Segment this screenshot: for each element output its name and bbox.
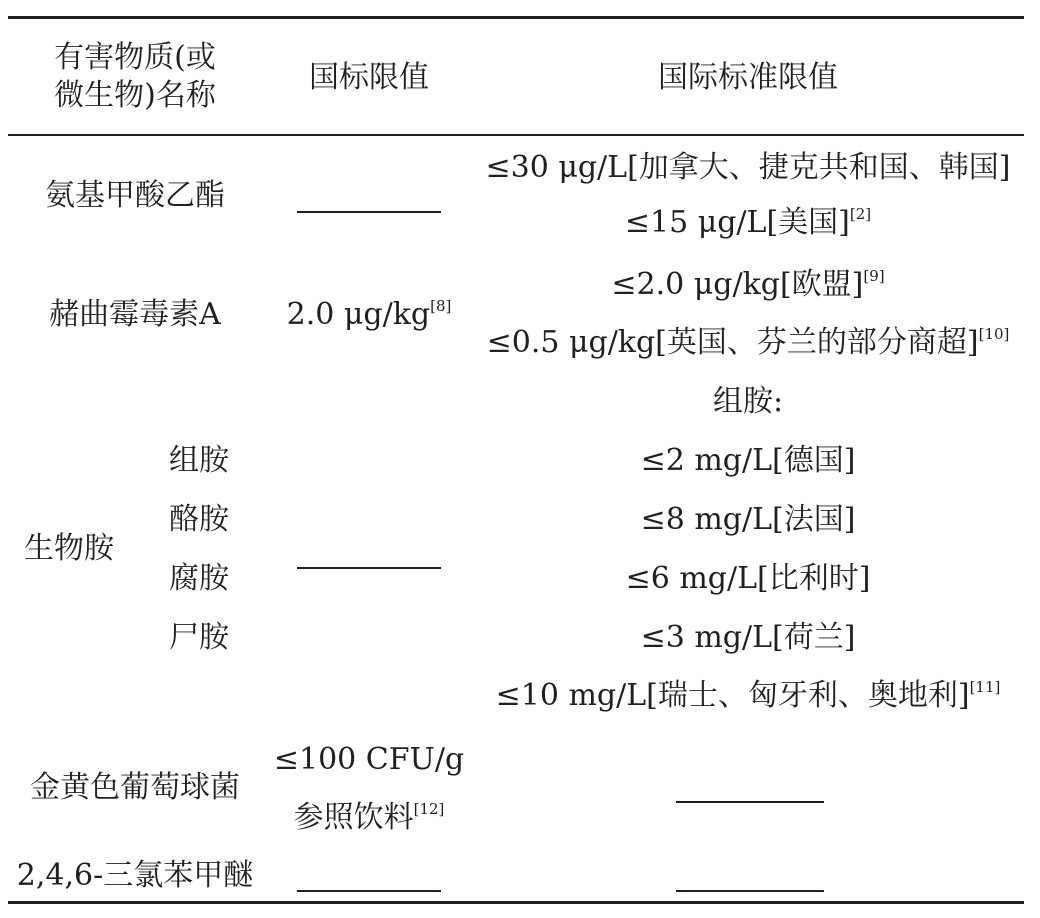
row-ochratoxin-intl-2: ≤0.5 μg/kg[英国、芬兰的部分商超][10] [486,325,1010,360]
row-amines-intl-4: ≤3 mg/L[荷兰] [640,620,856,655]
header-col1-line1: 有害物质(或 [54,40,216,75]
header-rule [8,134,1024,136]
row-tca-national-empty [297,890,441,892]
row-tca-intl-empty [676,890,824,892]
row-staph-name: 金黄色葡萄球菌 [30,770,240,805]
row-amines-sub-3: 腐胺 [169,561,229,596]
row-amines-sub-4: 尸胺 [169,620,229,655]
row-amines-sub-1: 组胺 [169,443,229,478]
row-staph-national-2: 参照饮料[12] [293,800,445,835]
top-rule [8,16,1024,19]
row-amines-national-empty [297,567,441,569]
row-staph-intl-empty [676,801,824,803]
bottom-rule [8,901,1024,904]
row-carbamate-intl-1: ≤30 μg/L[加拿大、捷克共和国、韩国] [485,150,1011,185]
row-amines-sub-2: 酪胺 [169,502,229,537]
row-amines-intl-2: ≤8 mg/L[法国] [640,502,856,537]
row-carbamate-national-empty [297,211,441,213]
row-ochratoxin-intl-1: ≤2.0 μg/kg[欧盟][9] [611,267,885,302]
row-tca-name: 2,4,6-三氯苯甲醚 [16,858,254,893]
row-amines-intl-1: ≤2 mg/L[德国] [640,443,856,478]
header-col2: 国标限值 [309,60,429,95]
row-ochratoxin-national: 2.0 μg/kg[8] [286,297,452,332]
row-carbamate-name: 氨基甲酸乙酯 [45,178,225,213]
row-amines-intl-header: 组胺: [712,384,784,419]
row-carbamate-intl-2: ≤15 μg/L[美国][2] [624,205,872,240]
header-col1-line2: 微生物)名称 [54,78,216,113]
header-col3: 国际标准限值 [658,60,838,95]
row-amines-intl-3: ≤6 mg/L[比利时] [625,561,871,596]
row-ochratoxin-name: 赭曲霉毒素A [49,297,221,332]
row-amines-name: 生物胺 [24,531,114,566]
row-amines-intl-5: ≤10 mg/L[瑞士、匈牙利、奥地利][11] [495,678,1001,713]
row-staph-national-1: ≤100 CFU/g [273,742,465,777]
